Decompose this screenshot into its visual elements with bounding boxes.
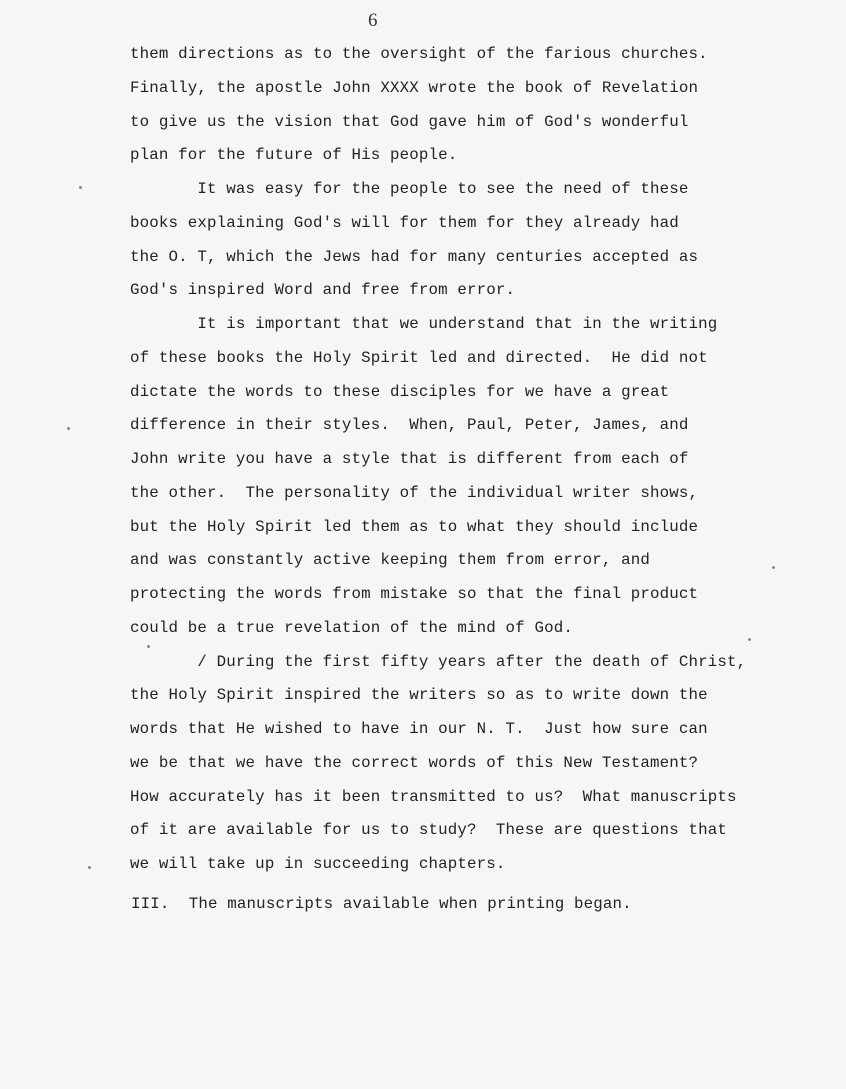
text-line: It is important that we understand that in the writing — [130, 315, 718, 333]
page-number: 6 — [368, 10, 378, 31]
section-heading: III. The manuscripts available when printing began. — [131, 895, 632, 913]
text-line: John write you have a style that is different from each of — [130, 450, 689, 468]
text-line: dictate the words to these disciples for we have a great — [130, 382, 670, 401]
scan-speck — [79, 186, 82, 189]
text-line: could be a true revelation of the mind of God. — [130, 618, 573, 637]
text-line: we be that we have the correct words of this New Testament? — [130, 753, 699, 772]
paragraph-2 — [130, 173, 780, 308]
text-line: of it are available for us to study? These are questions that — [130, 821, 728, 840]
text-line: of these books the Holy Spirit led and directed. He did not — [130, 348, 708, 367]
text-line: How accurately has it been transmitted to us? What manuscripts — [130, 787, 737, 806]
scan-speck — [67, 427, 70, 430]
text-line: God's inspired Word and free from error. — [130, 281, 516, 300]
paragraph-1 — [130, 38, 780, 173]
text-line: protecting the words from mistake so that the final product — [130, 585, 699, 603]
text-line: difference in their styles. When, Paul, Peter, James, and — [130, 416, 689, 435]
text-line: the Holy Spirit inspired the writers so as to write down the — [130, 686, 708, 705]
text-line: we will take up in succeeding chapters. — [130, 855, 506, 873]
text-line: to give us the vision that God gave him of God's wonderful — [130, 112, 689, 131]
text-line: the O. T, which the Jews had for many centuries accepted as — [130, 247, 699, 266]
scan-speck — [748, 638, 751, 641]
paragraph-4 — [130, 646, 780, 882]
text-line: / During the first fifty years after the death of Christ, — [130, 652, 747, 671]
body-text — [130, 38, 780, 882]
text-line: plan for the future of His people. — [130, 146, 458, 165]
scan-speck — [147, 645, 150, 648]
text-line: and was constantly active keeping them from error, and — [130, 551, 651, 570]
text-line: books explaining God's will for them for they already had — [130, 213, 679, 232]
text-line: Finally, the apostle John XXXX wrote the book of Revelation — [130, 78, 699, 97]
text-line: them directions as to the oversight of the farious churches. — [130, 45, 708, 63]
text-line: but the Holy Spirit led them as to what they should include — [130, 517, 699, 536]
scan-speck — [772, 566, 775, 569]
text-line: the other. The personality of the individual writer shows, — [130, 483, 699, 502]
text-line: words that He wished to have in our N. T. Just how sure can — [130, 720, 708, 738]
paragraph-3 — [130, 308, 780, 646]
scan-speck — [88, 866, 91, 869]
text-line: It was easy for the people to see the need of these — [130, 180, 689, 198]
